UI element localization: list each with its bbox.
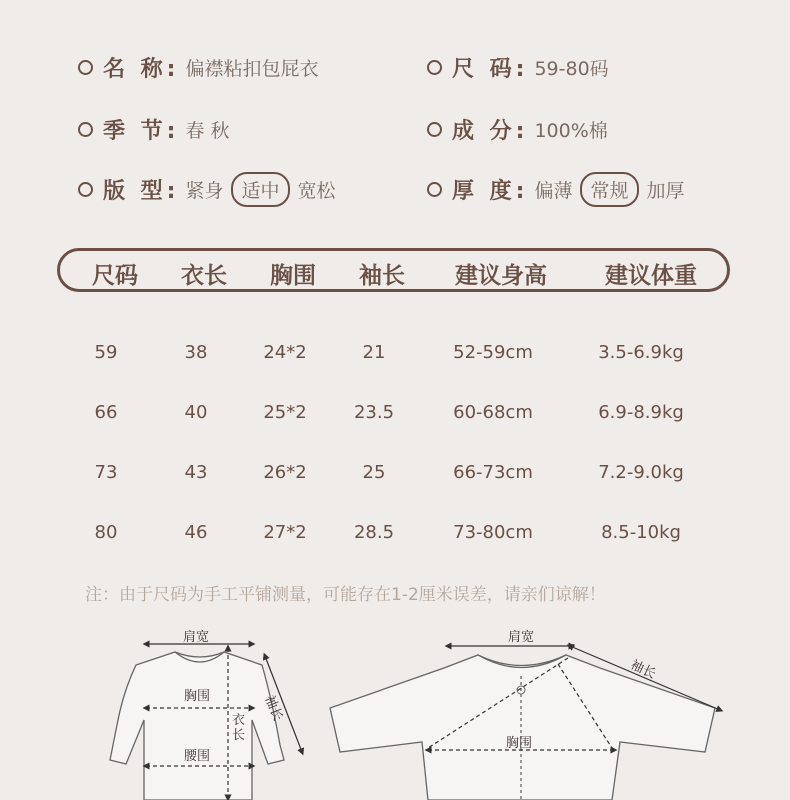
table-cell: 27*2 (263, 522, 307, 543)
table-cell: 59 (94, 342, 118, 363)
table-cell: 6.9-8.9kg (598, 402, 684, 423)
table-cell: 23.5 (353, 402, 395, 423)
table-cell: 21 (362, 342, 386, 363)
label-shoulder-left: 肩宽 (183, 630, 210, 645)
table-cell: 3.5-6.9kg (598, 342, 684, 363)
table-cell: 25*2 (263, 402, 307, 423)
attr-thickness: 厚 度: 偏薄 常规 加厚 (427, 172, 693, 207)
header-chest: 胸围 (270, 263, 316, 289)
header-sleeve: 袖长 (359, 263, 405, 289)
table-cell: 73 (94, 462, 118, 483)
table-cell: 8.5-10kg (601, 522, 681, 543)
label-sleeve-right: 袖长 (627, 657, 658, 683)
thickness-option-selected: 常规 (580, 172, 638, 207)
thickness-option: 加厚 (646, 180, 685, 202)
table-cell: 60-68cm (453, 402, 533, 423)
label-sleeve-left: 袖长 (261, 693, 286, 724)
fit-option: 紧身 (185, 180, 224, 202)
table-cell: 73-80cm (453, 522, 533, 543)
thickness-option: 偏薄 (534, 180, 573, 202)
table-cell: 40 (184, 402, 208, 423)
table-cell: 52-59cm (453, 342, 533, 363)
header-size: 尺码 (92, 263, 138, 289)
table-cell: 25 (362, 462, 386, 483)
table-cell: 38 (184, 342, 208, 363)
right-garment-outline (330, 655, 715, 800)
label-length-left-1: 衣 (232, 713, 246, 728)
table-cell: 43 (184, 462, 208, 483)
header-weight: 建议体重 (605, 263, 697, 289)
header-height: 建议身高 (455, 263, 547, 289)
table-cell: 46 (184, 522, 208, 543)
label-length-left-2: 长 (232, 728, 246, 743)
label-waist-left: 腰围 (184, 749, 211, 764)
attr-season: 季 节: 春 秋 (78, 114, 230, 145)
table-cell: 7.2-9.0kg (598, 462, 684, 483)
label-chest-left: 胸围 (184, 689, 211, 704)
table-cell: 24*2 (263, 342, 307, 363)
attr-fit: 版 型: 紧身 适中 宽松 (78, 172, 344, 207)
left-garment-outline (110, 652, 284, 800)
table-cell: 80 (94, 522, 118, 543)
attr-size: 尺 码: 59-80码 (427, 52, 609, 83)
fit-option-selected: 适中 (231, 172, 289, 207)
table-cell: 66 (94, 402, 118, 423)
header-length: 衣长 (181, 263, 227, 289)
table-cell: 28.5 (353, 522, 395, 543)
label-chest-right: 胸围 (506, 736, 533, 751)
table-cell: 66-73cm (453, 462, 533, 483)
measurement-note: 注：由于尺码为手工平铺测量，可能存在1-2厘米误差，请亲们谅解！ (85, 585, 606, 605)
table-cell: 26*2 (263, 462, 307, 483)
fit-option: 宽松 (297, 180, 336, 202)
label-shoulder-right: 肩宽 (508, 630, 535, 645)
attr-material: 成 分: 100%棉 (427, 114, 608, 145)
attr-name: 名 称: 偏襟粘扣包屁衣 (78, 52, 318, 83)
